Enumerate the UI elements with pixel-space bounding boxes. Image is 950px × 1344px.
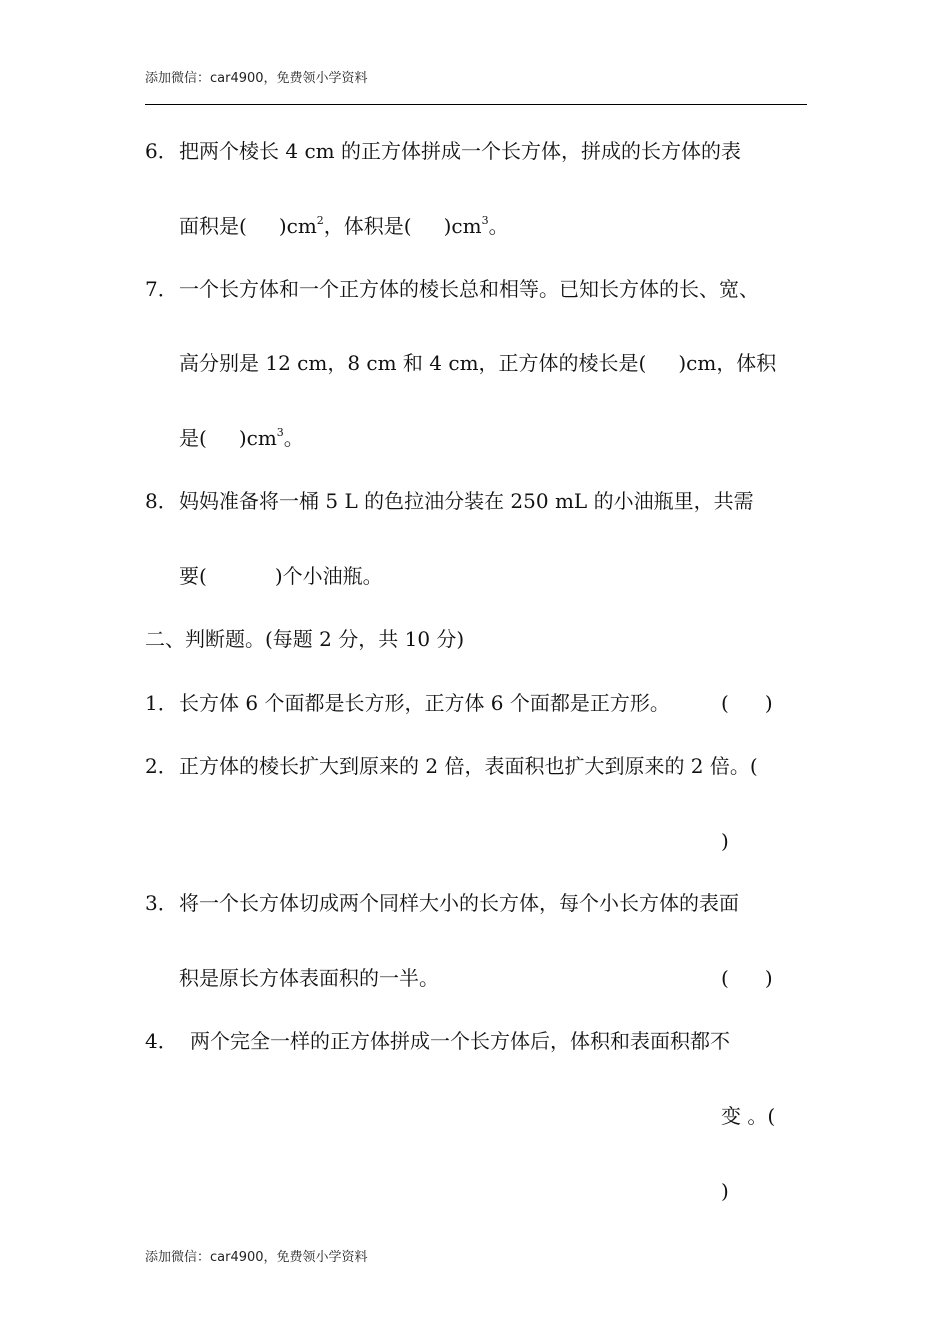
question-text-line: 是( )$cm^3$。 (179, 426, 304, 450)
page-header: 添加微信：car4900，免费领小学资料 (145, 71, 368, 86)
answer-bracket[interactable]: ( ) (721, 966, 773, 990)
question-text-line: 面积是( )$cm^2$，体积是( )$cm^3$。 (179, 214, 509, 238)
question-number: 6． (145, 139, 178, 163)
header-divider (145, 104, 807, 105)
question-text-line: 正方体的棱长扩大到原来的 2 倍，表面积也扩大到原来的 2 倍。( (179, 754, 758, 778)
question-number: 2． (145, 754, 178, 778)
question-text-line: 变 。( (721, 1104, 776, 1128)
question-text-line: 两个完全一样的正方体拼成一个长方体后，体积和表面积都不 (190, 1029, 730, 1053)
section-title: 二、判断题。(每题 2 分，共 10 分) (145, 627, 465, 651)
question-text-line: 一个长方体和一个正方体的棱长总和相等。已知长方体的长、宽、 (179, 277, 759, 301)
question-text-line: 高分别是 12 cm，8 cm 和 4 cm，正方体的棱长是( )cm，体积 (179, 351, 777, 375)
question-number: 1． (145, 691, 178, 715)
question-text-line: 长方体 6 个面都是长方形，正方体 6 个面都是正方形。 (179, 691, 670, 715)
question-text-line: 妈妈准备将一桶 5 L 的色拉油分装在 250 mL 的小油瓶里，共需 (179, 489, 754, 513)
page-footer: 添加微信：car4900，免费领小学资料 (145, 1250, 368, 1265)
question-number: 4． (145, 1029, 178, 1053)
answer-bracket[interactable]: ( ) (721, 691, 773, 715)
question-text-line: 将一个长方体切成两个同样大小的长方体，每个小长方体的表面 (179, 891, 739, 915)
question-text-line: 积是原长方体表面积的一半。 (179, 966, 439, 990)
question-text-line: 要( )个小油瓶。 (179, 564, 383, 588)
question-number: 3． (145, 891, 178, 915)
question-number: 7． (145, 277, 178, 301)
question-number: 8． (145, 489, 178, 513)
answer-bracket-close[interactable]: ) (721, 829, 729, 853)
answer-bracket-close[interactable]: ) (721, 1179, 729, 1203)
question-text-line: 把两个棱长 4 cm 的正方体拼成一个长方体，拼成的长方体的表 (179, 139, 741, 163)
